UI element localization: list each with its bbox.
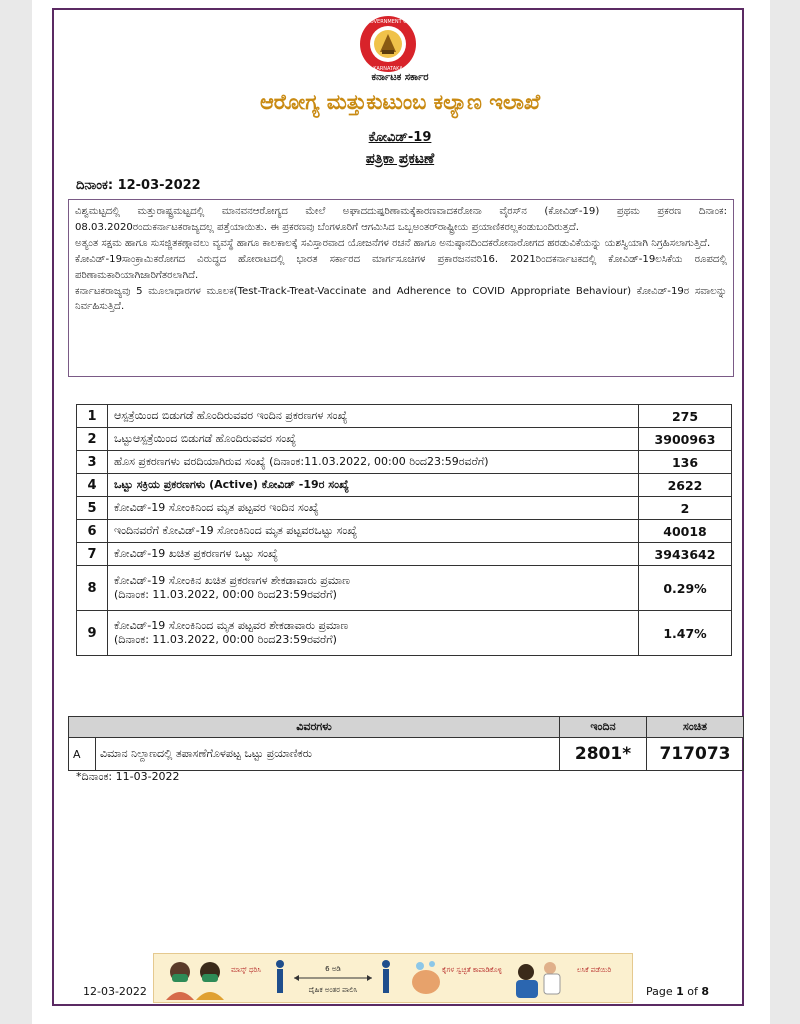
row-label: ಕೋವಿಡ್-19 ಸೋಂಕಿನಿಂದ ಮೃತ ಪಟ್ಟವರ ಶೇಕಡಾವಾರು ಪ್ರಮಾಣ: [114, 619, 349, 632]
table-row: [77, 474, 732, 497]
table-row: [77, 405, 732, 428]
row-number: 1: [77, 405, 108, 428]
page-word: Page: [646, 985, 673, 998]
row-number: 7: [77, 543, 108, 566]
row-label: ಇಂದಿನವರೆಗೆ ಕೋವಿಡ್-19 ಸೋಂಕಿನಿಂದ ಮೃತ ಪಟ್ಟವರಒಟ್ಟು ಸಂಖ್ಯೆ: [108, 520, 639, 543]
table-row: [77, 428, 732, 451]
release-date: [76, 178, 201, 193]
table-row: [77, 611, 732, 656]
column-header-cumulative: ಸಂಚಿತ: [647, 717, 744, 738]
row-value: 0.29%: [639, 566, 732, 611]
row-label: ಕೋವಿಡ್-19 ಖಚಿತ ಪ್ರಕರಣಗಳ ಒಟ್ಟು ಸಂಖ್ಯೆ: [108, 543, 639, 566]
covid-stats-table: [76, 404, 732, 656]
date-label: ದಿನಾಂಕ:: [76, 178, 114, 193]
vaccination-icon: [516, 962, 560, 998]
airport-screening-table: [68, 716, 744, 771]
emblem-text-bottom: KARNATAKA: [373, 66, 403, 72]
footer-date: 12-03-2022: [83, 985, 147, 998]
row-sublabel: (ದಿನಾಂಕ: 11.03.2022, 00:00 ರಿಂದ23:59ರವರೆಗೆ): [114, 633, 337, 646]
row-value: 136: [639, 451, 732, 474]
row-value: 1.47%: [639, 611, 732, 656]
covid-guidelines-banner: [153, 953, 633, 1003]
row-label: ಒಟ್ಟುಆಸ್ಪತ್ರೆಯಿಂದ ಬಿಡುಗಡೆ ಹೊಂದಿರುವವರ ಸಂಖ್ಯೆ: [108, 428, 639, 451]
table-row: [69, 738, 744, 771]
page-of: of: [687, 985, 698, 998]
column-header-today: ಇಂದಿನ: [560, 717, 647, 738]
intro-paragraph: ಕೋವಿಡ್-19ಸಾಂಕ್ರಾಮಿಕರೋಗದ ವಿರುದ್ಧದ ಹೋರಾಟದಲ್ಲಿ ಭಾರತ ಸರ್ಕಾರದ ಮಾರ್ಗಸೂಚಿಗಳ ಪ್ರಕಾರಜನವರಿ16. 2021ರಿಂದಕರ್ನಾಟಕದಲ್ಲಿ ಕೋವಿಡ್-19ಲಸಿಕೆಯ ರೂಪದಲ್ಲಿ ಪರಿಣಾಮಕಾರಿಯಾಗಿಜಾರಿಗೆತರಲಾಗಿದೆ.: [75, 253, 727, 281]
column-header-details: ವಿವರಗಳು: [69, 717, 560, 738]
press-release-heading: ಪತ್ರಿಕಾ ಪ್ರಕಟಣೆ: [365, 151, 435, 167]
mask-person-icon: [166, 962, 224, 1000]
row-value: 3943642: [639, 543, 732, 566]
table-header-row: [69, 717, 744, 738]
row-number: 5: [77, 497, 108, 520]
table-row: [77, 543, 732, 566]
table-row: [77, 451, 732, 474]
row-number: 4: [77, 474, 108, 497]
page-number: [646, 985, 709, 998]
row-label: ಒಟ್ಟು ಸಕ್ರಿಯ ಪ್ರಕರಣಗಳು (Active) ಕೋವಿಡ್ -19ರ ಸಂಖ್ಯೆ: [108, 474, 639, 497]
row-value: 40018: [639, 520, 732, 543]
row-number: 8: [77, 566, 108, 611]
row-number: 2: [77, 428, 108, 451]
table-row: [77, 520, 732, 543]
government-name: ಕರ್ನಾಟಕ ಸರ್ಕಾರ: [371, 72, 429, 83]
footnote: *ದಿನಾಂಕ: 11-03-2022: [76, 770, 180, 783]
row-value: 2: [639, 497, 732, 520]
row-value: 275: [639, 405, 732, 428]
row-label-cell: [108, 566, 639, 611]
hand-wash-icon: [412, 961, 440, 994]
row-label: ಹೊಸ ಪ್ರಕರಣಗಳು ವರದಿಯಾಗಿರುವ ಸಂಖ್ಯೆ (ದಿನಾಂಕ:11.03.2022, 00:00 ರಿಂದ23:59ರವರೆಗೆ): [108, 451, 639, 474]
intro-paragraph: ಅತ್ಯಂತ ಸಕ್ಷಮ ಹಾಗೂ ಸುಸಜ್ಜಿತಕಣ್ಗಾವಲು ವ್ಯವಸ್ಥೆ ಹಾಗೂ ಕಾಲಕಾಲಕ್ಕೆ ಸವಿಸ್ತಾರವಾದ ಯೋಜನೆಗಳ ರಚನೆ ಹಾಗೂ ಅನುಷ್ಠಾನದಿಂದಕರೋನಾರೋಗದ ಹರಡುವಿಕೆಯನ್ನು ಯಶಸ್ವಿಯಾಗಿ ನಿಗ್ರಹಿಸಲಾಗುತ್ತಿದೆ.: [75, 237, 711, 249]
row-label: ವಿಮಾನ ನಿಲ್ದಾಣದಲ್ಲಿ ತಪಾಸಣೆಗೊಳಪಟ್ಟ ಒಟ್ಟು ಪ್ರಯಾಣಿಕರು: [96, 738, 560, 771]
row-cumulative-value: 717073: [647, 738, 744, 771]
table-row: [77, 566, 732, 611]
row-today-value: 2801*: [560, 738, 647, 771]
page-total: 8: [701, 985, 710, 998]
table-row: [77, 497, 732, 520]
emblem-text-top: GOVERNMENT OF: [365, 19, 411, 25]
row-label-cell: [108, 611, 639, 656]
row-label: ಆಸ್ಪತ್ರೆಯಿಂದ ಬಿಡುಗಡೆ ಹೊಂದಿರುವವರ ಇಂದಿನ ಪ್ರಕರಣಗಳ ಸಂಖ್ಯೆ: [108, 405, 639, 428]
department-title: ಆರೋಗ್ಯ ಮತ್ತುಕುಟುಂಬ ಕಲ್ಯಾಣ ಇಲಾಖೆ: [259, 90, 541, 114]
date-value: 12-03-2022: [117, 178, 201, 193]
row-value: 3900963: [639, 428, 732, 451]
page-current: 1: [676, 985, 684, 998]
row-letter: A: [69, 738, 96, 771]
distance-value: 6 ಅಡಿ: [325, 965, 341, 973]
row-label: ಕೋವಿಡ್-19 ಸೋಂಕಿನಿಂದ ಮೃತ ಪಟ್ಟವರ ಇಂದಿನ ಸಂಖ್ಯೆ: [108, 497, 639, 520]
row-number: 3: [77, 451, 108, 474]
mask-caption: ಮಾಸ್ಕ್ ಧರಿಸಿ: [231, 966, 261, 974]
intro-paragraph: ಕರ್ನಾಟಕರಾಜ್ಯವು 5 ಮೂಲಾಧಾರಗಳ ಮೂಲಕ(Test-Track-Treat-Vaccinate and Adherence to COVID Appropriate Behaviour) ಕೋವಿಡ್-19ರ ಸವಾಲನ್ನು ನಿರ್ವಹಿಸುತ್ತಿದೆ.: [75, 285, 727, 313]
karnataka-emblem-icon: [352, 14, 424, 74]
row-sublabel: (ದಿನಾಂಕ: 11.03.2022, 00:00 ರಿಂದ23:59ರವರೆಗೆ): [114, 588, 337, 601]
row-value: 2622: [639, 474, 732, 497]
hands-caption: ಕೈಗಳ ಸ್ವಚ್ಛತೆ ಕಾಪಾಡಿಕೊಳ್ಳಿ: [441, 966, 503, 974]
row-label: ಕೋವಿಡ್-19 ಸೋಂಕಿನ ಖಚಿತ ಪ್ರಕರಣಗಳ ಶೇಕಡಾವಾರು ಪ್ರಮಾಣ: [114, 574, 350, 587]
row-number: 9: [77, 611, 108, 656]
intro-paragraph: ವಿಶ್ವಮಟ್ಟದಲ್ಲಿ ಮತ್ತುರಾಷ್ಟ್ರಮಟ್ಟದಲ್ಲಿ ಮಾನವನಆರೋಗ್ಯದ ಮೇಲೆ ಅಘಾದದುಷ್ಪರಿಣಾಮಕ್ಕೆಕಾರಣವಾದಕರೋನಾ ವೈರಸ್‌ನ (ಕೋವಿಡ್-19) ಪ್ರಥಮ ಪ್ರಕರಣ ದಿನಾಂಕ: 08.03.2020ರಂದುಕರ್ನಾಟಕರಾಜ್ಯದಲ್ಲ ಪತ್ತೆಯಾಯಿತು. ಈ ಪ್ರಕರಣವು ಬೆಂಗಳೂರಿಗೆ ಆಗಮಿಸಿದ ಒಬ್ಬಅಂತರ್‌ರಾಷ್ಟ್ರೀಯ ಪ್ರಯಾಣಿಕರಲ್ಲಕಂಡುಬಂದಿರುತ್ತದೆ.: [75, 206, 727, 233]
vaccine-caption: ಲಸಿಕೆ ಪಡೆಯಿರಿ: [576, 966, 612, 974]
intro-box: [68, 199, 734, 377]
row-number: 6: [77, 520, 108, 543]
covid-heading: ಕೋವಿಡ್-19: [368, 130, 432, 145]
distance-caption: ದೈಹಿಕ ಅಂತರ ಪಾಲಿಸಿ: [308, 986, 358, 994]
